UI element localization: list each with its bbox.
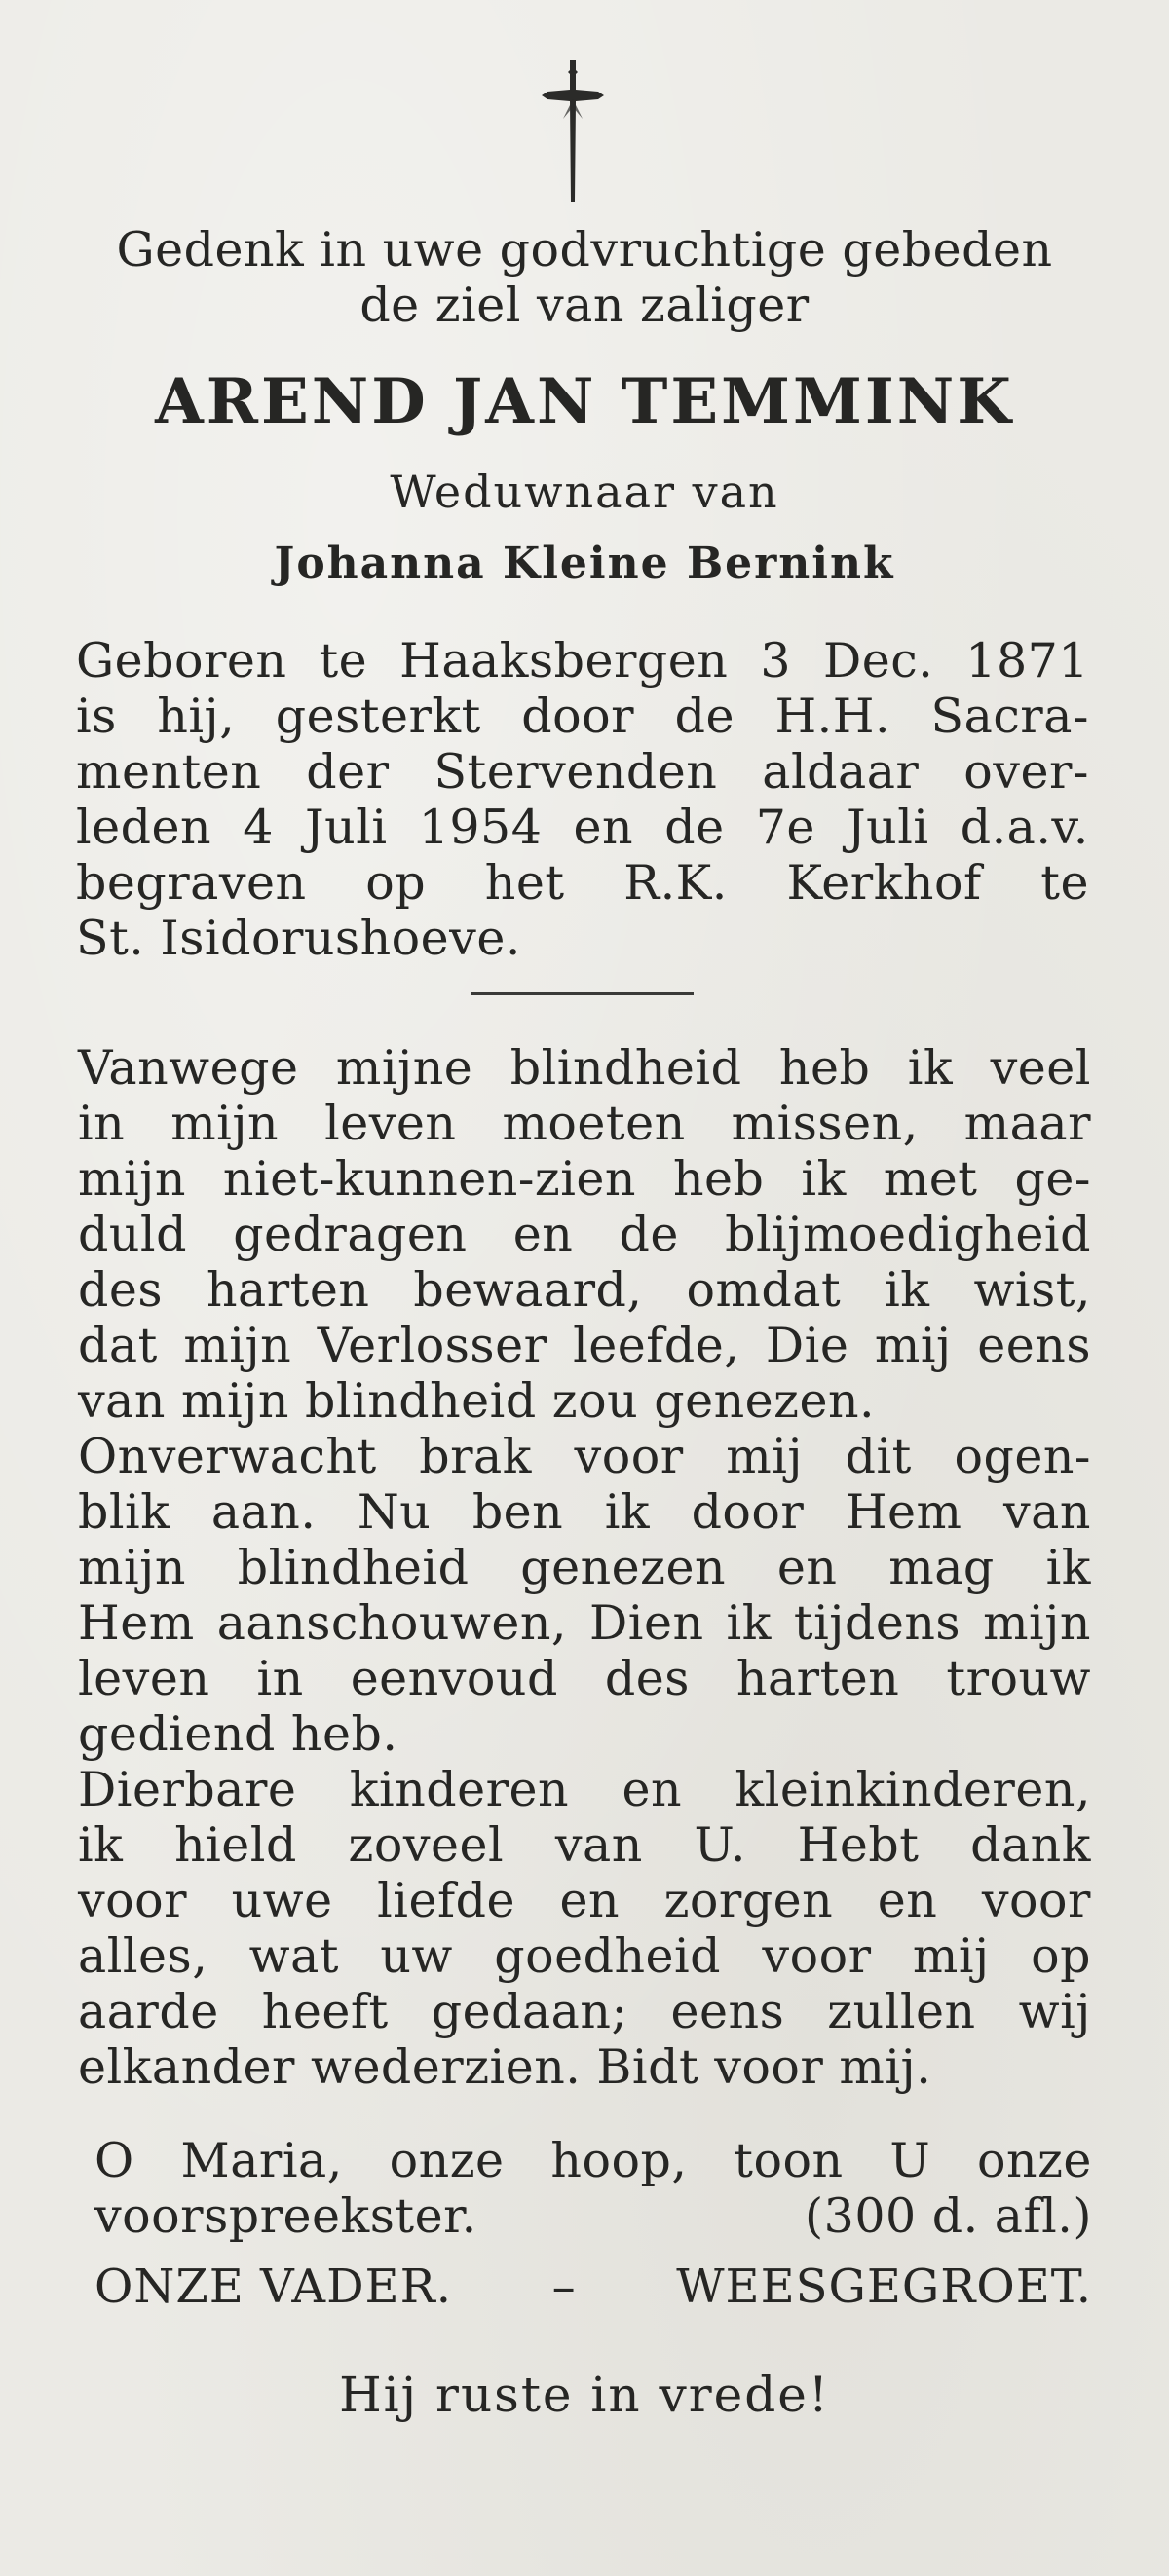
word: blijmoedigheid: [725, 1207, 1091, 1262]
message-line: [78, 1651, 1091, 1706]
prayers: [94, 2259, 1092, 2314]
word: wist,: [973, 1262, 1091, 1318]
word: harten: [206, 1262, 370, 1318]
word: duld: [78, 1207, 187, 1262]
word: toon: [734, 2133, 844, 2188]
word: Stervenden: [434, 744, 718, 800]
word: Hem: [78, 1595, 195, 1651]
word: Hebt: [797, 1817, 920, 1873]
biography-paragraph: [76, 633, 1089, 966]
word: leven: [324, 1096, 457, 1151]
word: met: [883, 1151, 978, 1207]
message-line: [78, 1262, 1091, 1318]
word: kleinkinderen,: [735, 1762, 1091, 1817]
word: leefde,: [573, 1318, 740, 1373]
word: van: [554, 1817, 643, 1873]
word: O: [94, 2133, 134, 2188]
message-line: [78, 1540, 1091, 1595]
indulgence-note: (300 d. afl.): [805, 2188, 1092, 2244]
word: maar: [963, 1096, 1091, 1151]
word: moeten: [502, 1096, 686, 1151]
word: Kerkhof: [786, 855, 982, 911]
word: op: [365, 855, 427, 911]
word: aanschouwen,: [216, 1595, 567, 1651]
word: is: [76, 689, 117, 744]
word: zoveel: [348, 1817, 505, 1873]
word: Verlosser: [317, 1318, 547, 1373]
word: 3: [760, 633, 792, 689]
word: heb: [778, 1040, 871, 1096]
word: op: [1031, 1928, 1091, 1984]
message-paragraph: [78, 1040, 1091, 2095]
word: Juli: [847, 800, 929, 855]
word: gedragen: [233, 1207, 468, 1262]
word: U: [889, 2133, 931, 2188]
word: ik: [1045, 1540, 1091, 1595]
message-line: [78, 1595, 1091, 1651]
word: door: [691, 1484, 805, 1540]
word: 7e: [755, 800, 815, 855]
word: onze: [977, 2133, 1092, 2188]
word: 1871: [965, 633, 1089, 689]
word: te: [1040, 855, 1089, 911]
word: Haaksbergen: [399, 633, 729, 689]
word: goedheid: [494, 1928, 722, 1984]
word: gesterkt: [275, 689, 481, 744]
word: door: [521, 689, 635, 744]
word: eenvoud: [350, 1651, 558, 1706]
word: Hem: [845, 1484, 962, 1540]
message-line: van mijn blindheid zou genezen.: [78, 1373, 876, 1429]
biography-line: [76, 689, 1089, 744]
word: zullen: [827, 1984, 976, 2039]
word: omdat: [686, 1262, 842, 1318]
word: dit: [845, 1429, 912, 1484]
word: U.: [694, 1817, 746, 1873]
word: Dec.: [822, 633, 934, 689]
word: kinderen: [349, 1762, 570, 1817]
word: voor: [574, 1429, 684, 1484]
word: veel: [990, 1040, 1091, 1096]
word: hield: [174, 1817, 297, 1873]
word: uw: [380, 1928, 453, 1984]
word: Dien: [589, 1595, 704, 1651]
message-line: [78, 1984, 1091, 2039]
word: tijdens: [793, 1595, 962, 1651]
word: des: [604, 1651, 690, 1706]
biography-line: [76, 800, 1089, 855]
word: onze: [389, 2133, 505, 2188]
word: der: [306, 744, 390, 800]
message-line: [78, 1040, 1091, 1096]
word: voor: [78, 1873, 188, 1928]
word: eens: [670, 1984, 785, 2039]
word: Dierbare: [78, 1762, 297, 1817]
word: en: [559, 1873, 621, 1928]
word: Die: [765, 1318, 849, 1373]
word: in: [256, 1651, 304, 1706]
message-line: [78, 1817, 1091, 1873]
cross-icon: [542, 60, 604, 202]
biography-line: St. Isidorushoeve.: [76, 911, 521, 966]
word: Juli: [305, 800, 388, 855]
invocation: [94, 2133, 1092, 2244]
word: Nu: [357, 1484, 432, 1540]
word: en: [877, 1873, 938, 1928]
word: aan.: [210, 1484, 317, 1540]
biography-line: [76, 855, 1089, 911]
word: Sacra-: [930, 689, 1089, 744]
word: zorgen: [663, 1873, 834, 1928]
word: en: [512, 1207, 574, 1262]
word: mijn: [183, 1318, 292, 1373]
word: alles,: [78, 1928, 208, 1984]
word: de: [664, 800, 725, 855]
word: mijn: [78, 1151, 186, 1207]
message-line: elkander wederzien. Bidt voor mij.: [78, 2039, 932, 2095]
word: uwe: [231, 1873, 333, 1928]
word: over-: [963, 744, 1089, 800]
word: dank: [970, 1817, 1091, 1873]
word: aarde: [78, 1984, 219, 2039]
word: van: [1003, 1484, 1091, 1540]
word: liefde: [377, 1873, 515, 1928]
word: Geboren: [76, 633, 287, 689]
widower-label: Weduwnaar van: [390, 466, 779, 518]
invocation-end: voorspreekster.: [94, 2188, 477, 2244]
word: eens: [977, 1318, 1091, 1373]
word: wij: [1018, 1984, 1091, 2039]
message-line: [78, 1928, 1091, 1984]
word: missen,: [731, 1096, 919, 1151]
divider: [471, 992, 694, 995]
word: ik: [885, 1262, 930, 1318]
word: de: [674, 689, 735, 744]
word: Maria,: [180, 2133, 343, 2188]
word: hij,: [157, 689, 236, 744]
prayer-separator: –: [551, 2259, 577, 2314]
word: hoop,: [550, 2133, 688, 2188]
word: ge-: [1014, 1151, 1091, 1207]
closing-line: Hij ruste in vrede!: [339, 2367, 830, 2423]
word: voor: [981, 1873, 1091, 1928]
word: blindheid: [509, 1040, 742, 1096]
word: de: [619, 1207, 679, 1262]
word: bewaard,: [413, 1262, 643, 1318]
opening-line-1: Gedenk in uwe godvruchtige gebeden: [116, 222, 1053, 278]
opening-line-2: de ziel van zaliger: [359, 278, 810, 333]
word: brak: [419, 1429, 532, 1484]
word: menten: [76, 744, 262, 800]
message-line: [78, 1873, 1091, 1928]
word: blindheid: [237, 1540, 470, 1595]
word: heeft: [261, 1984, 389, 2039]
deceased-name: AREND JAN TEMMINK: [155, 365, 1014, 438]
word: ik: [907, 1040, 954, 1096]
message-line: [78, 1762, 1091, 1817]
biography-line: [76, 633, 1089, 689]
word: mijne: [335, 1040, 473, 1096]
prayer-hail-mary: WEESGEGROET.: [676, 2259, 1092, 2314]
message-line: [78, 1429, 1091, 1484]
word: te: [319, 633, 368, 689]
message-line: [78, 1318, 1091, 1373]
message-line: [78, 1151, 1091, 1207]
word: Onverwacht: [78, 1429, 377, 1484]
word: wat: [248, 1928, 339, 1984]
word: mijn: [170, 1096, 280, 1151]
word: en: [776, 1540, 838, 1595]
word: heb: [672, 1151, 765, 1207]
word: harten: [735, 1651, 900, 1706]
word: leven: [78, 1651, 210, 1706]
word: mag: [888, 1540, 995, 1595]
word: 4: [243, 800, 274, 855]
word: dat: [78, 1318, 158, 1373]
word: ogen-: [954, 1429, 1091, 1484]
word: des: [78, 1262, 164, 1318]
word: ben: [471, 1484, 564, 1540]
invocation-line-1: [94, 2133, 1092, 2188]
message-line: gediend heb.: [78, 1706, 398, 1762]
word: d.a.v.: [960, 800, 1089, 855]
message-line: [78, 1484, 1091, 1540]
invocation-line-2: [94, 2188, 1092, 2244]
word: ik: [726, 1595, 772, 1651]
word: R.K.: [623, 855, 728, 911]
word: genezen: [520, 1540, 727, 1595]
word: blik: [78, 1484, 170, 1540]
word: ik: [801, 1151, 847, 1207]
word: mij: [912, 1928, 990, 1984]
biography-line: [76, 744, 1089, 800]
word: 1954: [418, 800, 543, 855]
word: voor: [762, 1928, 872, 1984]
word: H.H.: [774, 689, 891, 744]
word: mijn: [983, 1595, 1091, 1651]
message-line: [78, 1207, 1091, 1262]
word: het: [484, 855, 565, 911]
word: Vanwege: [78, 1040, 299, 1096]
word: en: [622, 1762, 683, 1817]
word: mij: [874, 1318, 952, 1373]
word: aldaar: [762, 744, 920, 800]
spouse-name: Johanna Kleine Bernink: [274, 539, 895, 588]
word: begraven: [76, 855, 307, 911]
word: en: [573, 800, 634, 855]
word: leden: [76, 800, 212, 855]
word: ik: [78, 1817, 124, 1873]
word: gedaan;: [431, 1984, 628, 2039]
message-line: [78, 1096, 1091, 1151]
word: mijn: [78, 1540, 186, 1595]
word: trouw: [946, 1651, 1091, 1706]
word: ik: [604, 1484, 651, 1540]
word: niet-kunnen-zien: [222, 1151, 636, 1207]
word: mij: [726, 1429, 804, 1484]
prayer-our-father: ONZE VADER.: [94, 2259, 452, 2314]
word: in: [78, 1096, 126, 1151]
